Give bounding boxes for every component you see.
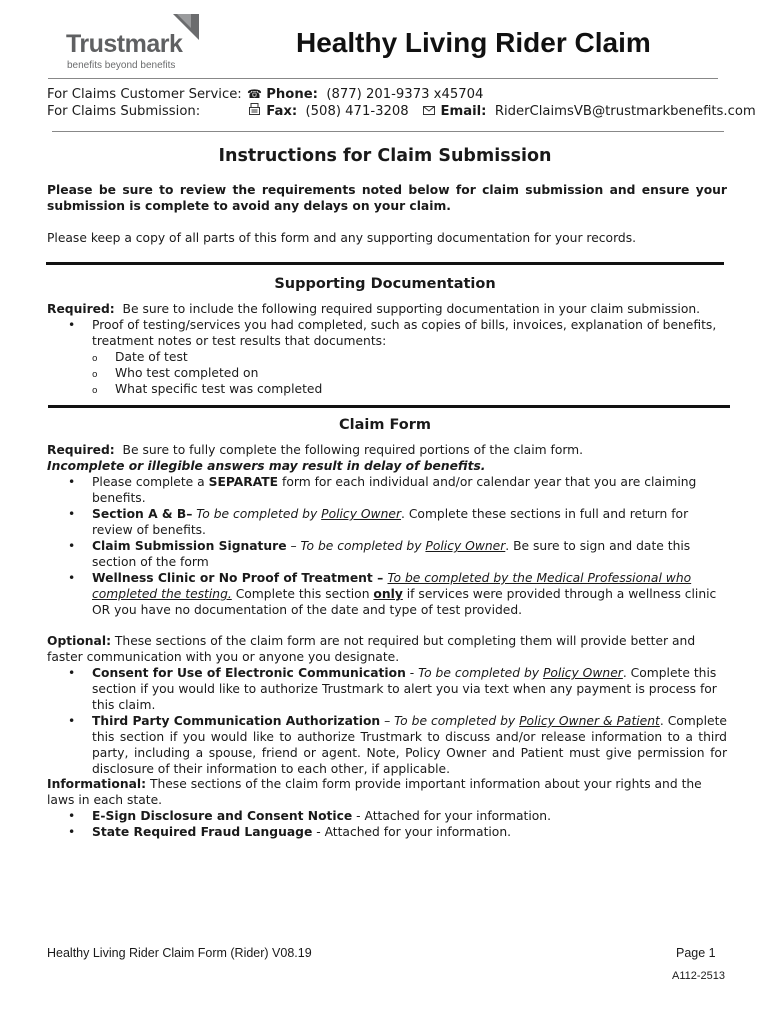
- i2-post: - Attached for your information.: [312, 825, 512, 839]
- o1-ital: To be completed by: [418, 666, 543, 680]
- o1-bold: Consent for Use of Electronic Communication: [92, 666, 406, 680]
- list-item: [92, 665, 727, 713]
- b1-post: form for each individual and/or calendar year that you are claiming benefits.: [92, 475, 697, 505]
- email-label: Email:: [440, 104, 487, 119]
- optional-text: These sections of the claim form are not required but completing them will provide better and faster communication with you or anyone you designate.: [47, 634, 696, 664]
- phone-icon: ☎: [247, 87, 262, 101]
- list-item: o What specific test was completed: [115, 381, 727, 397]
- claim-required-line: [47, 442, 727, 458]
- o1-post: . Complete this section if you would like to authorize Trustmark to alert you via text when any payment is process for this claim.: [92, 666, 717, 712]
- b1-bold: SEPARATE: [208, 475, 279, 489]
- list-item: o Who test completed on: [115, 365, 727, 381]
- b4-ital-under: To be completed by the Medical Professional who completed the testing.: [92, 571, 692, 601]
- claims-submission-label: For Claims Submission:: [47, 104, 201, 119]
- b2-bold: Section A & B–: [92, 507, 193, 521]
- supporting-documentation-heading: Supporting Documentation: [274, 276, 496, 292]
- b3-post: . Be sure to sign and date this section of the form: [92, 539, 691, 569]
- customer-service-label: For Claims Customer Service:: [47, 87, 242, 102]
- list-item: [92, 570, 727, 618]
- list-item: [92, 824, 727, 840]
- footer-page-number: Page 1: [676, 946, 716, 960]
- page-title: Healthy Living Rider Claim: [296, 27, 651, 58]
- i1-post: - Attached for your information.: [352, 809, 551, 823]
- o2-post: . Complete this section if you would like to authorize Trustmark to discuss and/or release information to a third party, including a spouse, friend or agent. Note, Policy Owner and Patient must give permission for disclosure of their information to each other, if applicable.: [92, 714, 727, 776]
- logo-tagline: benefits beyond benefits: [67, 60, 176, 71]
- section-divider: [48, 405, 730, 408]
- intro-notice: Please be sure to review the requirements noted below for claim submission and ensure your submission is complete to avoid any delays on your claim.: [47, 183, 727, 213]
- list-item: [92, 713, 727, 777]
- supporting-required-label: Required:: [47, 302, 115, 316]
- i1-bold: E-Sign Disclosure and Consent Notice: [92, 809, 353, 823]
- trustmark-logo: [66, 14, 201, 74]
- phone-value[interactable]: (877) 201-9373 x45704: [326, 87, 484, 102]
- claim-required-text: Be sure to fully complete the following required portions of the claim form.: [122, 443, 584, 457]
- b1-pre: Please complete a: [92, 475, 209, 489]
- fax-value: (508) 471-3208: [305, 104, 409, 119]
- b4-only: only: [373, 587, 403, 601]
- keep-copy-note: Please keep a copy of all parts of this form and any supporting documentation for your records.: [47, 231, 637, 245]
- b3-bold: Claim Submission Signature: [92, 539, 287, 553]
- list-item: [92, 538, 727, 570]
- o2-ital: – To be completed by: [380, 714, 520, 728]
- informational-section: [47, 776, 727, 840]
- logo-wordmark: Trustmark: [66, 30, 183, 58]
- b4-pre: Complete this section: [231, 587, 374, 601]
- i2-bold: State Required Fraud Language: [92, 825, 313, 839]
- claim-required-label: Required:: [47, 443, 115, 457]
- optional-section: [47, 633, 727, 777]
- o1-under: Policy Owner: [542, 666, 623, 680]
- list-item: [92, 317, 727, 397]
- header-divider: [48, 78, 718, 79]
- fax-label: Fax:: [266, 104, 298, 119]
- supporting-documentation-body: [47, 301, 727, 397]
- supporting-required-line: [47, 301, 727, 317]
- b2-under: Policy Owner: [321, 507, 402, 521]
- fax-icon: [247, 103, 262, 120]
- section-divider: [46, 262, 724, 265]
- claim-form-heading: Claim Form: [338, 417, 432, 433]
- o2-under: Policy Owner & Patient: [519, 714, 660, 728]
- footer-form-code: A112-2513: [672, 970, 726, 982]
- b2-ital: To be completed by: [192, 507, 322, 521]
- list-item: [92, 808, 727, 824]
- info-label: Informational:: [47, 777, 147, 791]
- phone-group: [247, 86, 483, 103]
- o2-bold: Third Party Communication Authorization: [92, 714, 381, 728]
- email-link[interactable]: RiderClaimsVB@trustmarkbenefits.com: [494, 104, 756, 119]
- info-text: These sections of the claim form provide important information about your rights and the laws in each state.: [47, 777, 702, 807]
- contact-divider: [52, 131, 724, 132]
- list-item: o Date of test: [115, 349, 727, 365]
- email-icon: [421, 103, 436, 120]
- informational-intro: [47, 776, 727, 808]
- proof-bullet-text: Proof of testing/services you had completed, such as copies of bills, invoices, explanation of benefits, treatment notes or test results that documents:: [92, 318, 717, 348]
- incomplete-warning: Incomplete or illegible answers may result in delay of benefits.: [47, 459, 486, 473]
- b3-under: Policy Owner: [425, 539, 506, 553]
- b3-ital: – To be completed by: [286, 539, 426, 553]
- b4-post: if services were provided through a wellness clinic OR you have no documentation of the date and type of test provided.: [92, 587, 717, 617]
- fax-email-group: [247, 103, 756, 120]
- optional-intro: [47, 633, 727, 665]
- footer-form-name: Healthy Living Rider Claim Form (Rider) V08.19: [47, 946, 312, 960]
- b2-post: . Complete these sections in full and return for review of benefits.: [92, 507, 689, 537]
- instructions-heading: Instructions for Claim Submission: [218, 146, 552, 166]
- list-item: [92, 506, 727, 538]
- supporting-required-text: Be sure to include the following required supporting documentation in your claim submission.: [122, 302, 701, 316]
- b4-bold: Wellness Clinic or No Proof of Treatment –: [92, 571, 388, 585]
- list-item: [92, 474, 727, 506]
- claim-form-body: [47, 442, 727, 618]
- o1-dash: -: [405, 666, 419, 680]
- optional-label: Optional:: [47, 634, 111, 648]
- phone-label: Phone:: [266, 87, 318, 102]
